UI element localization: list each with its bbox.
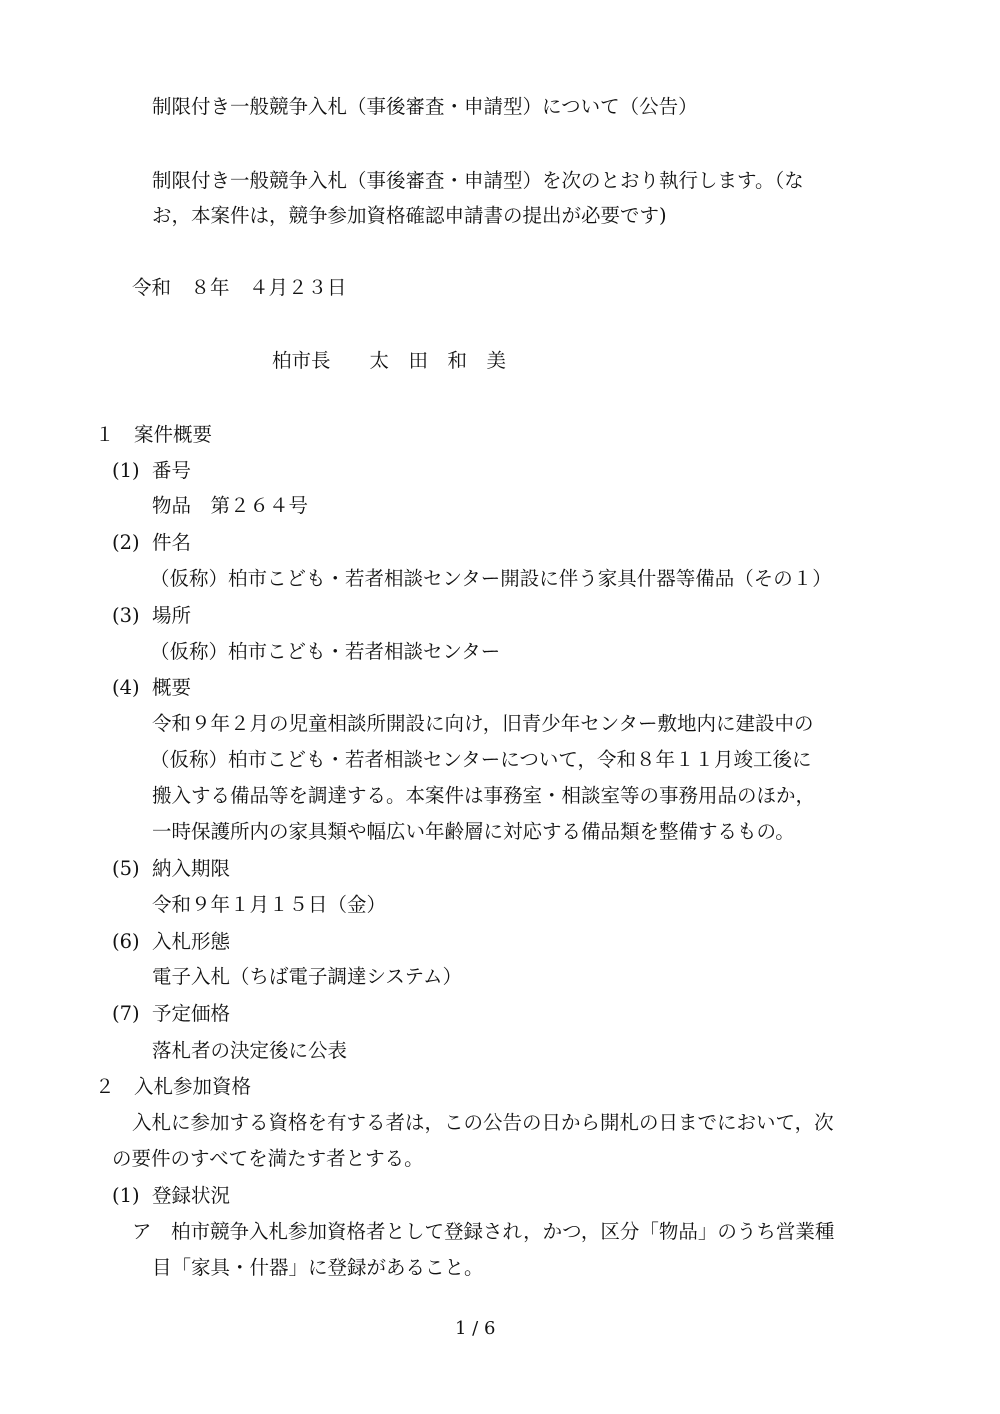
item-7-value: 落札者の決定後に公表 <box>152 1039 348 1062</box>
item-2-value: （仮称）柏市こども・若者相談センター開設に伴う家具什器等備品（その１） <box>150 567 832 590</box>
item-4-label: 概要 <box>152 676 192 699</box>
item-2-number: (2) <box>112 531 140 554</box>
item-6-value: 電子入札（ちば電子調達システム） <box>152 965 463 988</box>
item-3-number: (3) <box>112 604 140 627</box>
item-5-label: 納入期限 <box>152 857 231 880</box>
item-3-value: （仮称）柏市こども・若者相談センター <box>150 640 501 663</box>
item-1-number: (1) <box>112 459 140 482</box>
item-1-value: 物品 第２６４号 <box>152 494 309 517</box>
item-6-number: (6) <box>112 930 140 953</box>
item-4-line-3: 搬入する備品等を調達する。本案件は事務室・相談室等の事務用品のほか， <box>152 784 816 807</box>
sub-1-item-a-line-1: ア 柏市競争入札参加資格者として登録され，かつ，区分「物品」のうち営業種 <box>132 1220 835 1243</box>
item-5-number: (5) <box>112 857 140 880</box>
sub-1-item-a-line-2: 目「家具・什器」に登録があること。 <box>152 1256 484 1279</box>
item-7-number: (7) <box>112 1002 140 1025</box>
section-2-intro-line-2: の要件のすべてを満たす者とする。 <box>112 1147 424 1170</box>
item-7-label: 予定価格 <box>152 1002 231 1025</box>
item-4-number: (4) <box>112 676 140 699</box>
item-4-line-2: （仮称）柏市こども・若者相談センターについて，令和８年１１月竣工後に <box>150 748 812 771</box>
issuer-name: 柏市長 太 田 和 美 <box>272 349 507 372</box>
document-title: 制限付き一般競争入札（事後審査・申請型）について（公告） <box>152 95 698 118</box>
section-1-heading: １ 案件概要 <box>95 423 213 446</box>
sub-1-label: 登録状況 <box>152 1184 231 1207</box>
page-number: 1 / 6 <box>455 1318 496 1339</box>
intro-text-line-1: 制限付き一般競争入札（事後審査・申請型）を次のとおり執行します。（な <box>152 169 804 192</box>
intro-text-line-2: お，本案件は，競争参加資格確認申請書の提出が必要です) <box>152 204 667 227</box>
item-1-label: 番号 <box>152 459 192 482</box>
item-2-label: 件名 <box>152 531 192 554</box>
item-4-line-4: 一時保護所内の家具類や幅広い年齢層に対応する備品類を整備するもの。 <box>152 820 795 843</box>
issue-date: 令和 ８年 ４月２３日 <box>132 276 347 299</box>
section-2-intro-line-1: 入札に参加する資格を有する者は，この公告の日から開札の日までにおいて，次 <box>132 1111 834 1134</box>
item-5-value: 令和９年１月１５日（金） <box>152 893 387 916</box>
section-2-heading: ２ 入札参加資格 <box>95 1075 252 1098</box>
sub-1-number: (1) <box>112 1184 140 1207</box>
item-6-label: 入札形態 <box>152 930 231 953</box>
item-4-line-1: 令和９年２月の児童相談所開設に向け，旧青少年センター敷地内に建設中の <box>152 712 814 735</box>
item-3-label: 場所 <box>152 604 192 627</box>
